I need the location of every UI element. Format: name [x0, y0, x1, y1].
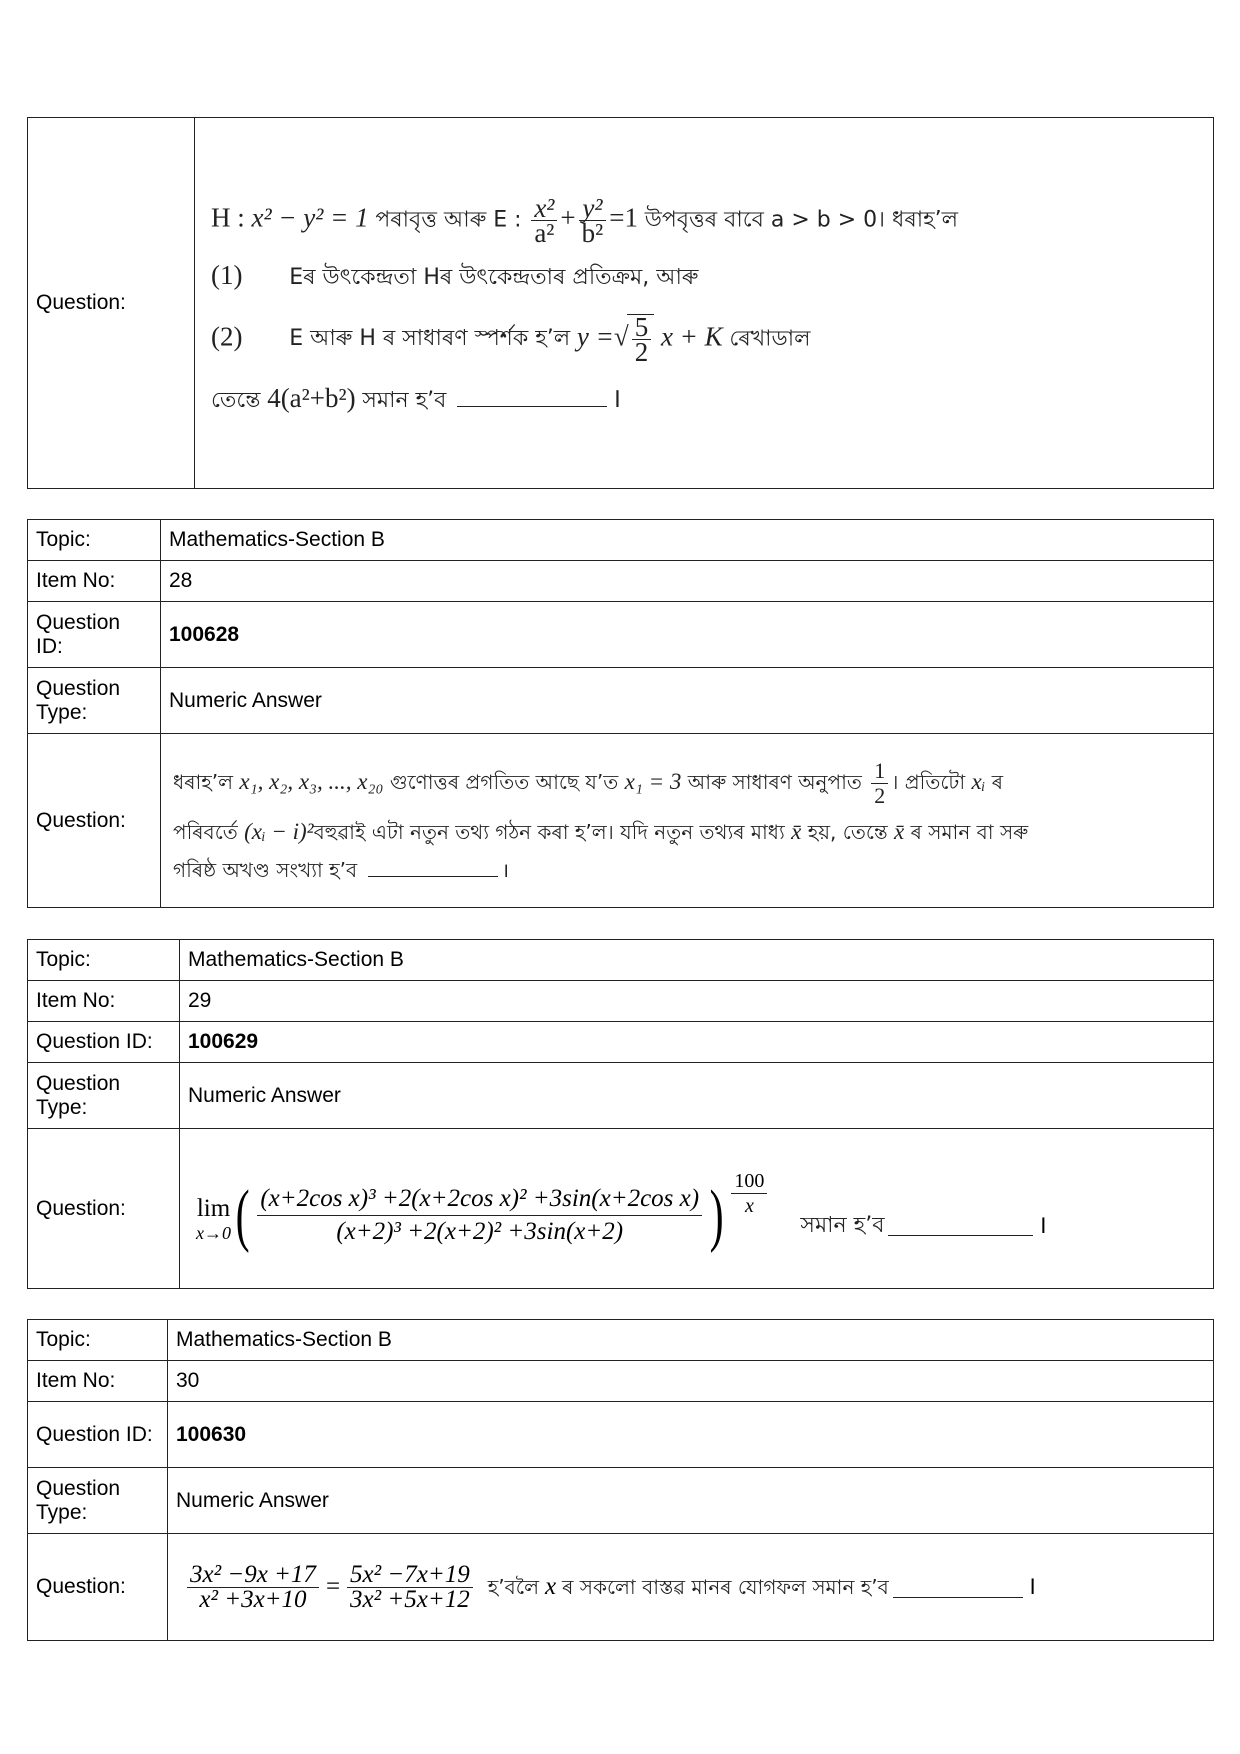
question-id-value: 100630 [168, 1402, 1214, 1468]
q29-lim: lim x→0 [196, 1194, 231, 1243]
item-no-value: 29 [180, 981, 1214, 1022]
question-id-value: 100629 [180, 1022, 1214, 1063]
topic-value: Mathematics-Section B [168, 1320, 1214, 1361]
question-id-value: 100628 [161, 602, 1214, 668]
q28-line-3: গৰিষ্ঠ অখণ্ড সংখ্যা হ’ব । [173, 858, 510, 882]
question-id-label: Question ID: [28, 1402, 168, 1468]
question-type-label: Question Type: [28, 1468, 168, 1534]
question-label: Question: [28, 1129, 180, 1289]
q27-line-1: H : x² − y² = 1 পৰাবৃত্ত আৰু E : $\frac{\text{x²}}{\text{a²}}$ + $\frac{\text{y²}}{\text{b²}}$ =1 উপবৃত্তৰ বাবে a > b > 0। ধৰাহ’ল [211, 192, 959, 248]
answer-blank [368, 856, 498, 877]
q27-sqrt-frac: $\frac{5}{2}$ [632, 315, 652, 364]
item-no-value: 30 [168, 1361, 1214, 1402]
question-30-body [168, 1534, 1214, 1641]
question-type-value: Numeric Answer [161, 668, 1214, 734]
question-type-value: Numeric Answer [168, 1468, 1214, 1534]
question-label: Question: [28, 734, 161, 908]
q27-frac-2: $\frac{\text{y²}}{\text{b²}}$ [579, 196, 607, 245]
q30-left-frac: $\frac{\text{3x² −9x +17}}{\text{x² +3x+10}}$ [187, 1563, 319, 1612]
q29-main-frac: $\frac{\text{(x+2cos x)³ +2(x+2cos x)² +3sin(x+2cos x)}}{\text{(x+2)³ +2(x+2)² +3sin(x+2)}}$ [257, 1187, 702, 1244]
answer-blank [893, 1577, 1023, 1598]
topic-value: Mathematics-Section B [161, 520, 1214, 561]
question-29-body [180, 1129, 1214, 1289]
q27-condition-2: (2) E আৰু H ৰ সাধাৰণ স্পৰ্শক হ’ল y =√ $\frac{5}{2}$ x + K ৰেখাডাল [211, 311, 811, 367]
sqrt-symbol: √ [613, 321, 629, 352]
q30-equation: $\frac{\text{3x² −9x +17}}{\text{x² +3x+10}}$ = $\frac{\text{5x² −7x+19}}{\text{3x² +5x+12}}$ হ’বলৈ x ৰ সকলো বাস্তৱ মানৰ যোগফল সমান হ’ব । [184, 1563, 1205, 1612]
item-no-label: Item No: [28, 561, 161, 602]
item-no-value: 28 [161, 561, 1214, 602]
question-27-body [195, 118, 1214, 489]
q28-line-2: পৰিবৰ্তে (xᵢ − i)²বহুৱাই এটা নতুন তথ্য গঠন কৰা হ’ল। যদি নতুন তথ্যৰ মাধ্য x̄ হয়, তেন্তে x̄ ৰ সমান বা সৰু [173, 819, 1029, 844]
q29-exponent-frac: $\frac{100}{x}$ [731, 1169, 767, 1218]
q29-limit-expression: lim x→0 ( $\frac{\text{(x+2cos x)³ +2(x+2cos x)² +3sin(x+2cos x)}}{\text{(x+2)³ +2(x+2)² +3sin(x+2)}}$ ) $\frac{100}{x}$ সমান হ’ব । [196, 1169, 1047, 1254]
topic-label: Topic: [28, 940, 180, 981]
topic-value: Mathematics-Section B [180, 940, 1214, 981]
answer-blank [888, 1215, 1033, 1236]
question-29-table [27, 939, 1214, 1289]
q28-line-1: ধৰাহ’ল x₁, x₂, x₃, ..., x₂₀ গুণোত্তৰ প্ৰগতিত আছে য’ত x₁ = 3 আৰু সাধাৰণ অনুপাত $\frac{1}{2}$ । প্ৰতিটো xᵢ ৰ [173, 758, 1003, 808]
q30-right-frac: $\frac{\text{5x² −7x+19}}{\text{3x² +5x+12}}$ [347, 1563, 473, 1612]
q27-frac-1: $\frac{\text{x²}}{\text{a²}}$ [531, 196, 557, 245]
left-paren: ( [235, 1176, 250, 1254]
topic-label: Topic: [28, 520, 161, 561]
question-28-table [27, 519, 1214, 908]
q27-condition-1: (1) Eৰ উৎকেন্দ্ৰতা Hৰ উৎকেন্দ্ৰতাৰ প্ৰতিক্ৰম, আৰু [211, 259, 699, 290]
question-id-label: Question ID: [28, 1022, 180, 1063]
q28-ratio-frac: $\frac{1}{2}$ [871, 759, 888, 808]
question-27-table [27, 117, 1214, 489]
q27-text: উপবৃত্তৰ বাবে a > b > 0। ধৰাহ’ল [644, 207, 959, 233]
topic-label: Topic: [28, 1320, 168, 1361]
answer-blank [457, 386, 607, 407]
item-no-label: Item No: [28, 981, 180, 1022]
q27-final-line: তেন্তে 4(a²+b²) সমান হ’ব । [211, 382, 622, 413]
q27-h-label: H : [211, 202, 252, 233]
q27-text: পৰাবৃত্ত আৰু E : [375, 207, 522, 233]
question-label: Question: [28, 118, 195, 489]
q27-hyperbola-eq: x² − y² = 1 [251, 202, 369, 233]
right-paren: ) [709, 1176, 724, 1254]
question-30-table [27, 1319, 1214, 1641]
question-type-label: Question Type: [28, 668, 161, 734]
question-28-body [161, 734, 1214, 908]
question-type-label: Question Type: [28, 1063, 180, 1129]
question-type-value: Numeric Answer [180, 1063, 1214, 1129]
question-label: Question: [28, 1534, 168, 1641]
question-id-label: Question ID: [28, 602, 161, 668]
item-no-label: Item No: [28, 1361, 168, 1402]
